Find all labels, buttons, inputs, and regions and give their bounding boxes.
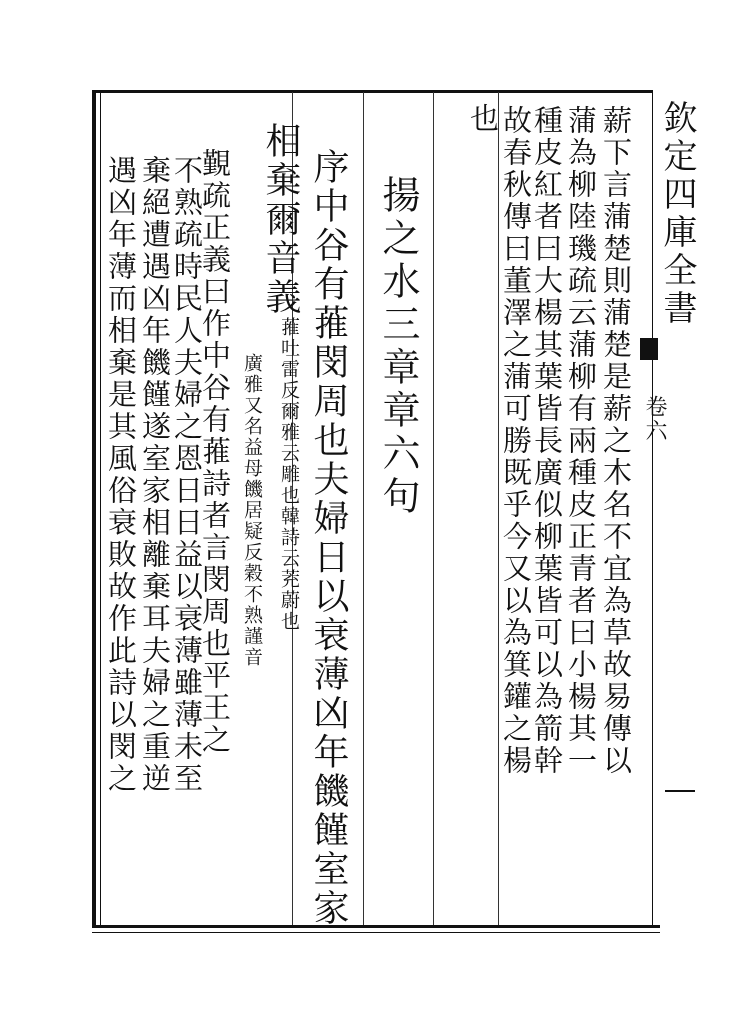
text-column-13 [104, 155, 138, 795]
text-segment: 薪下言蒲楚則蒲楚是薪之木名不宜為草故易傳以 [599, 105, 633, 777]
text-segment: 也 [466, 103, 500, 135]
text-segment: 遇凶年薄而相棄是其風俗衰敗故作此詩以閔之 [104, 155, 138, 795]
text-segment: 棄絕遭遇凶年饑饉遂室家相離棄耳夫婦之重逆 [138, 155, 172, 795]
margin-tick [665, 790, 695, 792]
text-column-4 [499, 105, 533, 777]
margin-juan-label: 卷六 [642, 395, 667, 443]
chapter-heading [376, 175, 420, 519]
text-segment: 種皮紅者曰大楊其葉皆長廣似柳葉皆可以為箭幹 [530, 105, 564, 777]
annotation-segment: 廣雅又名益母饑居疑反穀不熟謹音 [241, 353, 263, 668]
text-segment: 故春秋傳曰董澤之蒲可勝既乎今又以為箕鑵之楊 [499, 105, 533, 777]
frame-left-inner-border [100, 92, 101, 926]
frame-right-border [652, 90, 653, 928]
text-column-3 [530, 105, 564, 777]
text-segment: 不熟疏時民人夫婦之恩日日益以衰薄雖薄未至 [170, 155, 204, 795]
text-column-10 [198, 148, 232, 756]
text-segment: 蒲為柳陸璣疏云蒲柳有兩種皮正青者曰小楊其一 [564, 105, 598, 777]
text-segment: 覲疏 [198, 148, 232, 212]
column-rule [363, 92, 364, 925]
frame-bottom-inner-border [92, 932, 660, 933]
frame-left-border [92, 90, 96, 928]
frame-top-border [92, 90, 652, 93]
margin-collection-title: 欽定四庫全書 [657, 100, 697, 328]
annotation-segment: 蓷吐雷反爾雅云雕也韓詩云茺蔚也 [278, 317, 300, 632]
text-column-preface [308, 148, 349, 928]
text-column-1 [599, 105, 633, 777]
text-segment: 揚之水三章章六句 [376, 175, 420, 519]
text-column-5 [466, 103, 500, 135]
text-segment: 相棄爾音義 [260, 122, 301, 317]
column-rule [433, 92, 434, 925]
text-column-11 [170, 155, 204, 795]
text-segment: 序中谷有蓷閔周也夫婦日以衰薄凶年饑饉室家 [308, 148, 349, 928]
text-segment: 正義曰作中谷有蓷詩者言閔周也平王之 [198, 212, 232, 756]
frame-bottom-border [92, 925, 660, 928]
annotation-column [242, 353, 261, 668]
text-column-8 [260, 122, 301, 632]
fishtail-block-mark [640, 338, 658, 360]
text-column-12 [138, 155, 172, 795]
text-column-2 [564, 105, 598, 777]
